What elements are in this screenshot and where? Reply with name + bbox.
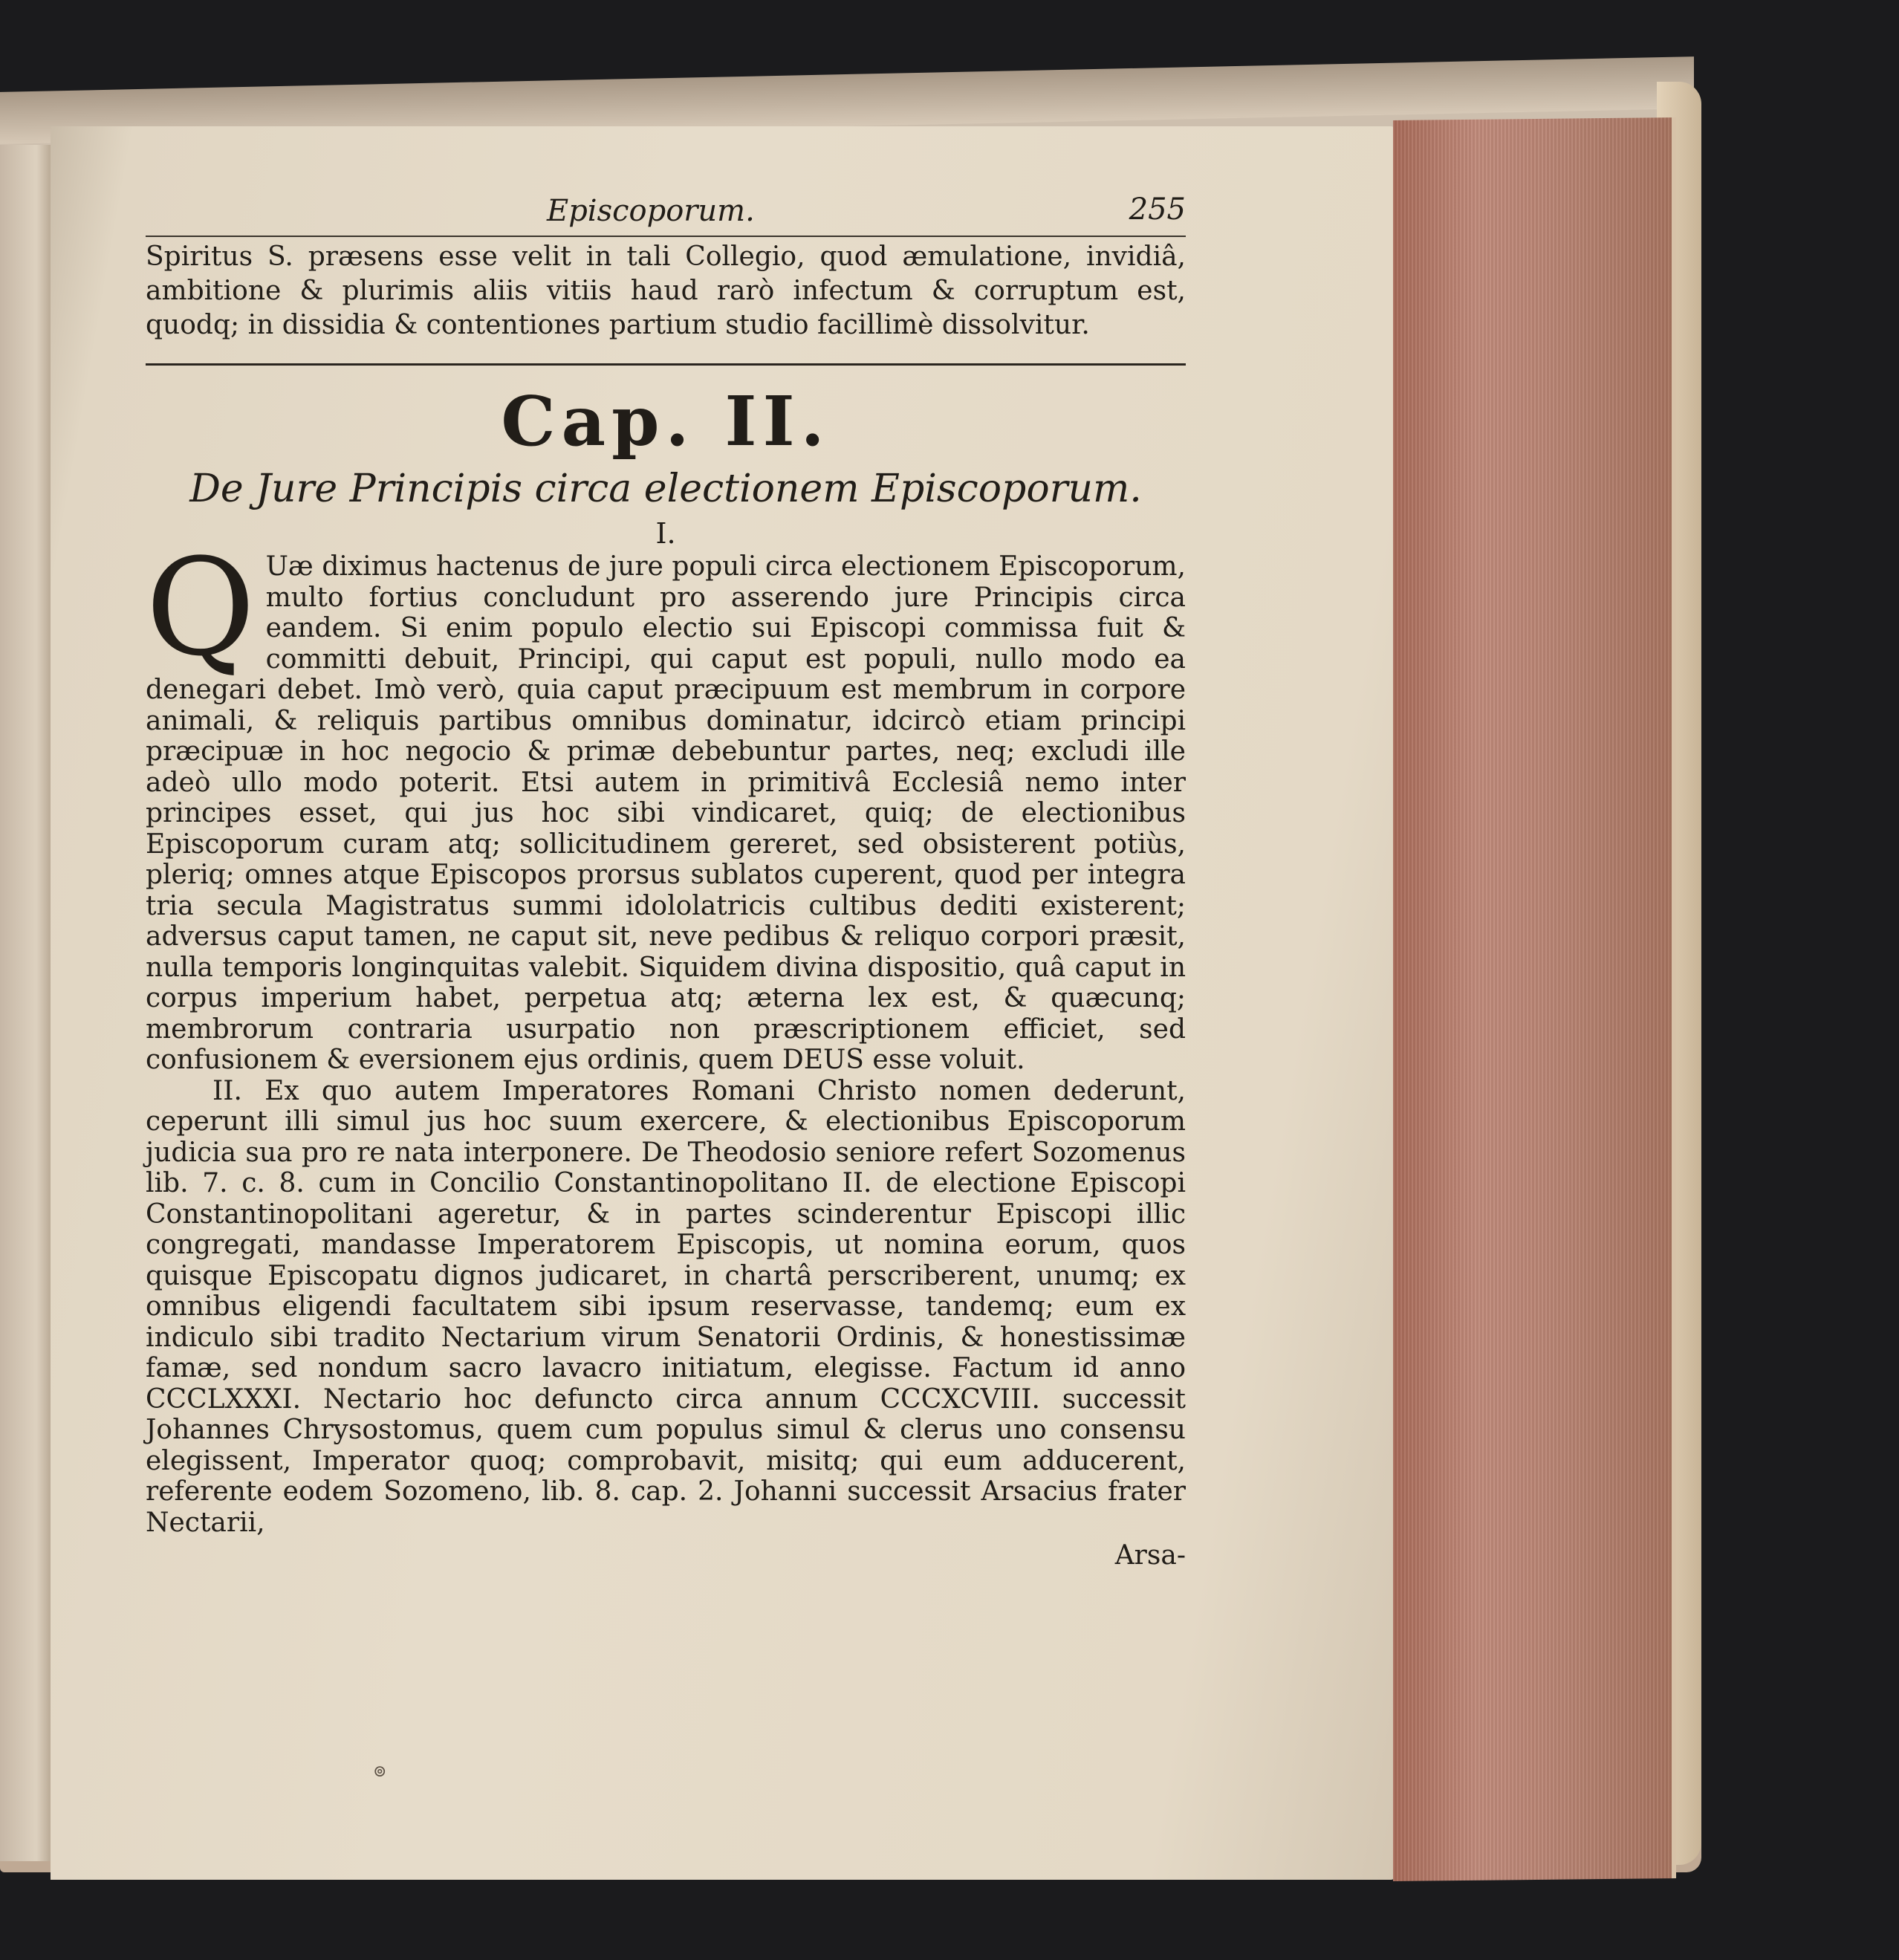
section-number: I. <box>655 517 676 550</box>
left-page-edge <box>0 145 53 1861</box>
continuation-paragraph: Spiritus S. præsens esse velit in tali Collegio, quod æmulatione, invidiâ, ambitione & plurimis aliis vitiis haud rarò infectum & corruptum est, quodq; in dissidia & contentiones partium studio facillimè dissolvitur. <box>146 241 1186 340</box>
catchword: Arsa- <box>1114 1540 1186 1571</box>
running-head: Episcoporum. <box>547 194 755 228</box>
page-number: 255 <box>1129 192 1186 227</box>
chapter-subtitle: De Jure Principis circa electionem Episcoporum. <box>189 467 1142 511</box>
page-fore-edge <box>1393 117 1676 1881</box>
ornament-mark: ⊚ <box>373 1762 387 1781</box>
paragraph-two: II. Ex quo autem Imperatores Romani Christo nomen dederunt, ceperunt illi simul jus hoc suum exercere, & electionibus Episcoporum judicia sua pro re nata interponere. De Theodosio seniore refert Sozomenus lib. 7. c. 8. cum in Concilio Constantinopolitano II. de electione Episcopi Constantinopolitani ageretur, & in partes scinderentur Episcopi illic congregati, mandasse Imperatorem Episcopis, ut nomina eorum, quos quisque Episcopatu dignos judicaret, in chartâ perscriberent, unumq; ex omnibus eligendi facultatem sibi ipsum reservasse, tandemq; eum ex indiculo sibi tradito Nectarium virum Senatorii Ordinis, & honestissimæ famæ, sed nondum sacro lavacro initiatum, elegisse. Factum id anno CCCLXXXI. Nectario hoc defuncto circa annum CCCXCVIII. successit Johannes Chrysostomus, quem cum populus simul & clerus uno consensu elegissent, Imperator quoq; comprobavit, misitq; qui eum adducerent, referente eodem Sozomeno, lib. 8. cap. 2. Johanni successit Arsacius frater Nectarii, <box>146 1075 1186 1538</box>
page-text <box>146 189 1186 1572</box>
page-header <box>146 189 1186 237</box>
paragraph-one: Uæ diximus hactenus de jure populi circa electionem Episcoporum, multo fortius concludunt pro asserendo jure Principis circa eandem. Si enim populo electio sui Episcopi commissa fuit & committi debuit, Principi, qui caput est populi, nullo modo ea denegari debet. Imò verò, quia caput præcipuum est membrum in corpore animali, & reliquis partibus omnibus dominatur, idcircò etiam principi præcipuæ in hoc negocio & primæ debebuntur partes, neq; excludi ille adeò ullo modo poterit. Etsi autem in primitivâ Ecclesiâ nemo inter principes esset, qui jus hoc sibi vindicaret, quiq; de electionibus Episcoporum curam atq; sollicitudinem gereret, sed obsisterent potiùs, pleriq; omnes atque Episcopos prorsus sublatos cuperent, quod per integra tria secula Magistratus summi idololatricis cultibus dediti existerent; adversus caput tamen, ne caput sit, neve pedibus & reliquo corpori præsit, nulla temporis longinquitas valebit. Siquidem divina dispositio, quâ caput in corpus imperium habet, perpetua atq; æterna lex est, & quæcunq; membrorum contraria usurpatio non præscriptionem efficiet, sed confusionem & eversionem ejus ordinis, quem DEUS esse voluit. <box>146 551 1186 1075</box>
chapter-title: Cap. II. <box>501 381 831 461</box>
drop-cap: Q <box>146 530 256 686</box>
section-rule <box>146 363 1186 366</box>
